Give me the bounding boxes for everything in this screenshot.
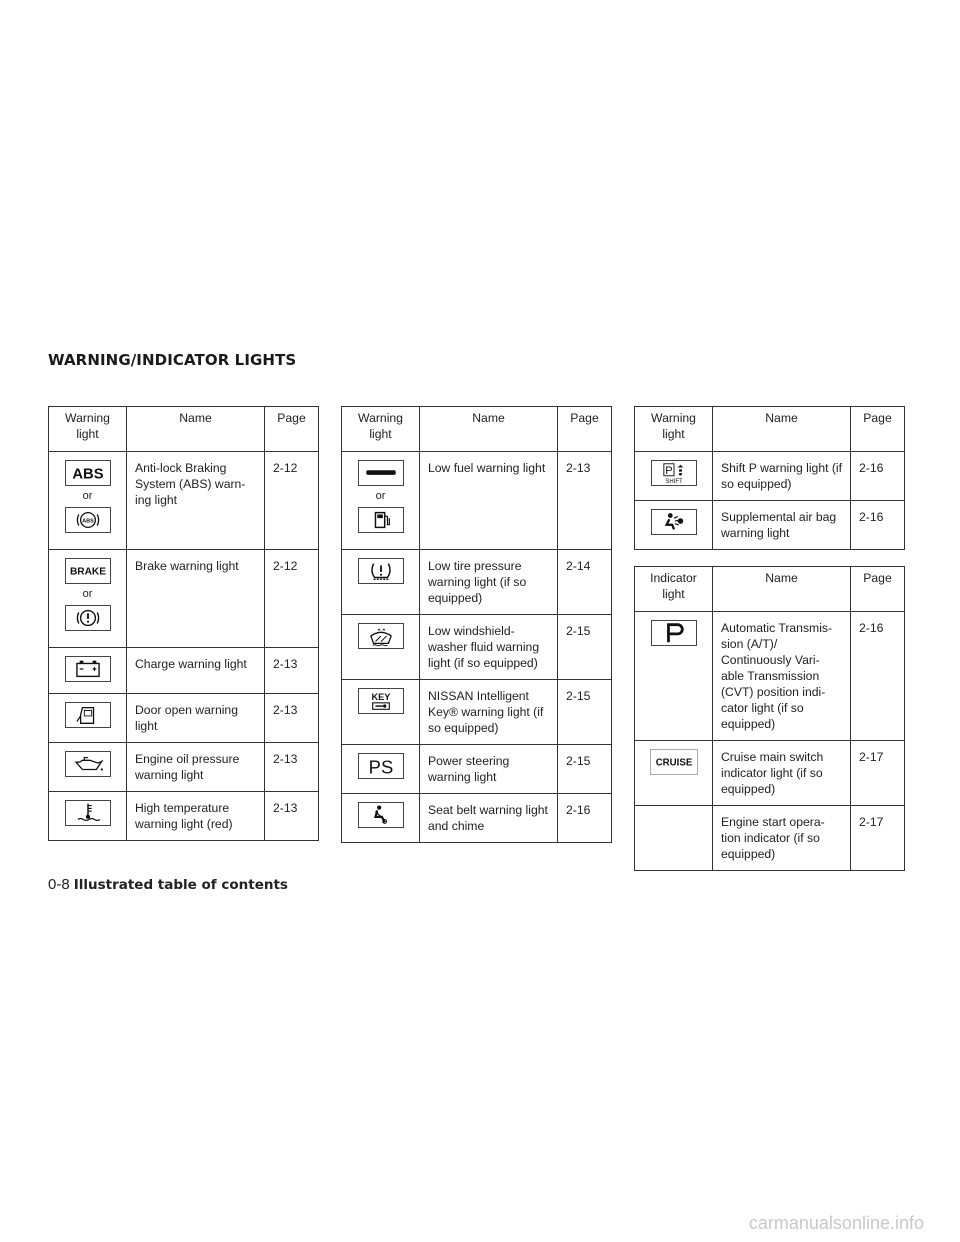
light-name: Seat belt warning light and chime (428, 803, 548, 833)
table-row (342, 615, 612, 680)
light-name: Supplemental air bag warning light (721, 510, 837, 540)
page-ref: 2-15 (558, 745, 612, 794)
fuel-pump-icon (358, 507, 404, 533)
washer-fluid-icon (358, 623, 404, 649)
page-number: 0-8 (48, 876, 70, 893)
table-row (49, 694, 319, 743)
table-row (342, 452, 612, 550)
icon-cell (342, 550, 420, 615)
oil-can-icon (65, 751, 111, 777)
or-label: or (82, 588, 93, 600)
icon-cell (635, 501, 713, 550)
icon-cell (635, 452, 713, 501)
light-name: Shift P warning light (if so equipped) (721, 461, 843, 491)
page-ref: 2-14 (558, 550, 612, 615)
fuel-bar-icon (358, 460, 404, 486)
footer-title: Illustrated table of contents (73, 877, 288, 893)
page-ref: 2-12 (265, 550, 319, 648)
icon-cell (342, 794, 420, 843)
p-position-icon (651, 620, 697, 646)
icon-cell (49, 550, 127, 648)
table-row (635, 741, 905, 806)
light-name: Low fuel warning light (428, 461, 546, 475)
page-ref: 2-13 (265, 694, 319, 743)
page-ref: 2-16 (851, 452, 905, 501)
icon-cell (342, 452, 420, 550)
icon-cell (49, 792, 127, 841)
icon-cell (49, 694, 127, 743)
page-ref: 2-12 (265, 452, 319, 550)
icon-cell (49, 743, 127, 792)
light-name: High temperature warning light (red) (135, 801, 233, 831)
table-header-row (49, 407, 319, 452)
table-header-row (635, 407, 905, 452)
warning-lights-table (48, 406, 319, 841)
svg-text:BRAKE: BRAKE (69, 566, 106, 578)
tire-pressure-icon (358, 558, 404, 584)
indicator-lights-table (634, 566, 905, 871)
header-page: Page (265, 407, 319, 452)
light-name: Low windshield- washer fluid warning light (if so equipped) (428, 624, 540, 670)
light-name: Engine start opera- tion indicator (if so equipped) (721, 815, 825, 861)
or-label: or (375, 490, 386, 502)
door-open-icon (65, 702, 111, 728)
header-name: Name (179, 411, 212, 425)
table-header-row (635, 567, 905, 612)
svg-text:P: P (664, 464, 673, 477)
light-name: Automatic Transmis- sion (A/T)/ Continuously Vari- able Transmission (CVT) position indi- cator light (if so equipped) (721, 621, 833, 731)
or-label: or (82, 490, 93, 502)
header-name: Name (765, 571, 798, 585)
svg-text:PS: PS (368, 756, 393, 778)
seat-belt-icon (358, 802, 404, 828)
header-warning-light: Warning light (635, 407, 713, 452)
table-row (342, 745, 612, 794)
warning-lights-column-1 (48, 406, 319, 841)
icon-cell (49, 452, 127, 550)
header-warning-light: Warning light (49, 407, 127, 452)
page-ref: 2-17 (851, 806, 905, 871)
table-row (635, 501, 905, 550)
cruise-icon (650, 749, 698, 775)
page-ref: 2-13 (265, 743, 319, 792)
icon-cell (342, 680, 420, 745)
page-footer (48, 876, 288, 893)
watermark: carmanualsonline.info (748, 1213, 924, 1233)
table-header-row (342, 407, 612, 452)
page-ref: 2-15 (558, 615, 612, 680)
light-name: Power steering warning light (428, 754, 510, 784)
brake-circle-icon (65, 605, 111, 631)
page-ref: 2-17 (851, 741, 905, 806)
warning-lights-column-2 (341, 406, 612, 843)
header-page: Page (851, 407, 905, 452)
icon-cell (49, 648, 127, 694)
icon-cell (342, 615, 420, 680)
page-ref: 2-16 (558, 794, 612, 843)
table-row (635, 612, 905, 741)
warning-lights-table (634, 406, 905, 550)
light-name: Low tire pressure warning light (if so equipped) (428, 559, 527, 605)
key-icon (358, 688, 404, 714)
brake-text-icon (65, 558, 111, 584)
icon-cell (342, 745, 420, 794)
section-title: WARNING/INDICATOR LIGHTS (48, 351, 297, 369)
light-name: Charge warning light (135, 657, 247, 671)
battery-icon (65, 656, 111, 682)
light-name: Anti-lock Braking System (ABS) warn- ing light (135, 461, 246, 507)
coolant-temp-icon (65, 800, 111, 826)
header-warning-light: Warning light (342, 407, 420, 452)
table-row (342, 550, 612, 615)
svg-text:ABS: ABS (71, 466, 104, 483)
icon-cell (635, 741, 713, 806)
svg-text:KEY: KEY (371, 692, 390, 703)
icon-cell (635, 806, 713, 871)
svg-text:CRUISE: CRUISE (655, 757, 692, 769)
table-row (49, 550, 319, 648)
table-row (635, 806, 905, 871)
light-name: NISSAN Intelligent Key® warning light (if so equipped) (428, 689, 544, 735)
header-indicator-light: Indicator light (635, 567, 713, 612)
power-steering-icon (358, 753, 404, 779)
abs-icon (65, 460, 111, 486)
airbag-icon (651, 509, 697, 535)
svg-text:SHIFT: SHIFT (664, 479, 683, 485)
header-name: Name (765, 411, 798, 425)
table-row (342, 794, 612, 843)
table-row (49, 743, 319, 792)
page-ref: 2-16 (851, 501, 905, 550)
page-ref: 2-13 (265, 792, 319, 841)
abs-circle-icon (65, 507, 111, 533)
svg-text:ABS: ABS (81, 518, 94, 525)
icon-cell (635, 612, 713, 741)
light-name: Engine oil pressure warning light (135, 752, 240, 782)
warning-lights-table (341, 406, 612, 843)
light-name: Cruise main switch indicator light (if so equipped) (721, 750, 824, 796)
page-ref: 2-16 (851, 612, 905, 741)
warning-lights-column-3 (634, 406, 905, 871)
light-name: Brake warning light (135, 559, 239, 573)
header-name: Name (472, 411, 505, 425)
table-row (635, 452, 905, 501)
table-row (49, 648, 319, 694)
shift-p-icon (651, 460, 697, 486)
page-ref: 2-15 (558, 680, 612, 745)
light-name: Door open warning light (135, 703, 238, 733)
table-row (49, 792, 319, 841)
table-row (49, 452, 319, 550)
page-ref: 2-13 (265, 648, 319, 694)
header-page: Page (851, 567, 905, 612)
header-page: Page (558, 407, 612, 452)
page-ref: 2-13 (558, 452, 612, 550)
table-row (342, 680, 612, 745)
